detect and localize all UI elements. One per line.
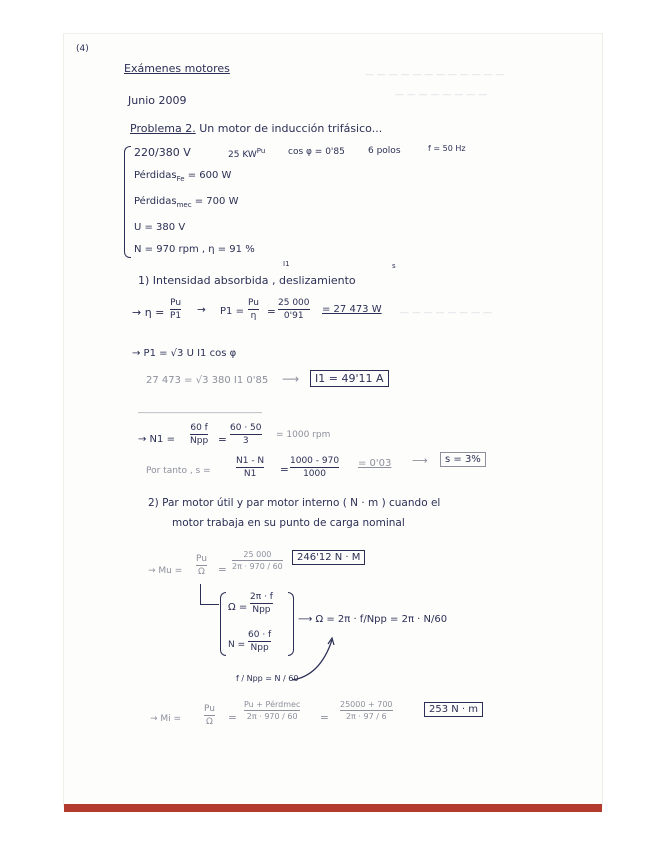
efficiency-fraction [170, 298, 181, 321]
slip-result: s = 3% [440, 452, 486, 467]
derivation-brace [220, 592, 226, 656]
fraction-bar [290, 467, 339, 468]
line-voltage: U = 380 V [134, 222, 186, 233]
frequency: f = 50 Hz [428, 144, 466, 153]
p1-den: η [250, 311, 257, 321]
n-num: 60 · f [248, 630, 272, 640]
mech-losses [134, 196, 238, 209]
slip-num-value: 1000 - 970 [290, 456, 340, 466]
internal-torque-eq: → Mi = [150, 714, 182, 724]
ns-den: Npp [190, 436, 209, 446]
section2-title-line1: 2) Par motor útil y par motor interno ( N · m ) cuando el [148, 497, 441, 509]
internal-torque-fraction [204, 704, 215, 727]
page-marker: (4) [76, 44, 89, 54]
mech-losses-sub: mec [176, 201, 192, 209]
mi-num-2: Pu + Pérdmec [244, 700, 301, 709]
fraction-bar [170, 309, 181, 310]
arrow: → [197, 304, 206, 316]
bleed-through: — — — — — — — — [395, 90, 488, 100]
bleed-through: — — — — — — — — [400, 308, 493, 318]
fraction-bar [196, 565, 207, 566]
sync-speed-fraction [190, 423, 208, 446]
problem-heading [130, 122, 382, 135]
section1-title: 1) Intensidad absorbida , deslizamiento [138, 274, 356, 287]
internal-torque-fraction-3 [340, 700, 393, 721]
sync-speed-fraction-value [230, 423, 262, 446]
power-factor: cos φ = 0'85 [288, 147, 345, 157]
page-edge [64, 804, 602, 812]
poles: 6 polos [368, 146, 401, 156]
p1-den-value: 0'91 [283, 311, 304, 321]
equals: = [320, 712, 329, 724]
iron-losses-sub: Fe [176, 175, 185, 183]
problem-label: Problema 2. [130, 122, 196, 135]
ns-num-value: 60 · 50 [230, 423, 262, 433]
omega-num: 2π · f [250, 592, 273, 602]
mi-den-2: 2π · 970 / 60 [246, 712, 298, 721]
mu-num-value: 25 000 [243, 550, 272, 559]
slip-fraction [236, 456, 264, 479]
derivation-connector [200, 584, 219, 605]
fraction-bar [190, 434, 208, 435]
p1-fraction-value [278, 298, 310, 321]
equals: = [267, 306, 276, 318]
current-mark: I1 [283, 260, 290, 268]
mi-den-3: 2π · 97 / 6 [345, 712, 387, 721]
p1-fraction [248, 298, 259, 321]
fraction-bar [244, 710, 300, 711]
slip-den-value: 1000 [303, 469, 326, 479]
sync-speed-result: = 1000 rpm [276, 430, 331, 440]
omega-final: ⟶ Ω = 2π · f/Npp = 2π · N/60 [298, 614, 448, 625]
mech-losses-label: Pérdidas [134, 196, 177, 207]
fraction-bar [278, 309, 310, 310]
sync-speed-eq: → N1 = [138, 434, 175, 445]
ns-num: 60 f [190, 423, 208, 433]
separator: _______________________________ [138, 404, 262, 413]
fraction-bar [250, 603, 273, 604]
useful-torque-eq: → Mu = [148, 566, 183, 576]
equals: = [218, 564, 227, 576]
p1-label: P1 = [220, 306, 244, 317]
eff-num: Pu [170, 298, 182, 308]
fraction-bar [248, 641, 271, 642]
data-brace [124, 146, 131, 258]
useful-torque-fraction [196, 554, 207, 577]
freq-ratio: f / Npp = N / 60 [236, 674, 299, 683]
page-heading: Exámenes motores [124, 62, 230, 75]
arrow: ⟶ [412, 454, 428, 467]
bleed-through: — — — — — — — — — — — — [365, 70, 505, 80]
problem-title: Un motor de inducción trifásico... [199, 122, 383, 135]
iron-losses [134, 170, 231, 183]
p1-num-value: 25 000 [278, 298, 310, 308]
iron-losses-value: = 600 W [187, 170, 232, 181]
p1-num: Pu [248, 298, 259, 308]
fraction-bar [340, 710, 393, 711]
current-result: I1 = 49'11 A [310, 370, 389, 387]
fraction-bar [204, 715, 215, 716]
speed-fraction [248, 630, 271, 653]
omega-fraction [250, 592, 273, 615]
slip-fraction-value [290, 456, 339, 479]
fraction-bar [232, 560, 283, 561]
ns-den-value: 3 [242, 436, 249, 446]
voltage: 220/380 V [134, 146, 191, 159]
internal-torque-fraction-2 [244, 700, 300, 721]
useful-torque-result: 246'12 N · M [292, 550, 365, 565]
internal-torque-result: 253 N · m [424, 702, 483, 717]
fraction-bar [230, 434, 262, 435]
slip-mark: s [392, 262, 396, 270]
omega-def: Ω = [228, 602, 248, 613]
equals: = [280, 464, 289, 476]
curved-arrow [290, 636, 336, 684]
rated-power-value: 25 KW [228, 150, 257, 160]
section2-title-line2: motor trabaja en su punto de carga nominal [172, 517, 405, 529]
exam-date: Junio 2009 [128, 94, 187, 107]
mech-losses-value: = 700 W [194, 196, 239, 207]
rated-power-note: Pu [256, 147, 266, 155]
slip-num: N1 - N [236, 456, 265, 466]
mi-num-3: 25000 + 700 [340, 700, 393, 709]
iron-losses-label: Pérdidas [134, 170, 177, 181]
useful-torque-fraction-value [232, 550, 283, 571]
current-calc: 27 473 = √3 380 I1 0'85 [146, 375, 269, 386]
mi-den: Ω [206, 717, 213, 727]
mi-num: Pu [204, 704, 215, 714]
p1-result: = 27 473 W [322, 304, 382, 315]
fraction-bar [248, 309, 259, 310]
equals: = [218, 434, 227, 446]
slip-den: N1 [243, 469, 257, 479]
n-den: Npp [250, 643, 269, 653]
slip-value: = 0'03 [358, 458, 392, 469]
speed-def: N = [228, 640, 246, 650]
equals: = [228, 712, 237, 724]
speed-efficiency: N = 970 rpm , η = 91 % [134, 244, 255, 255]
rated-power [228, 147, 265, 160]
mu-den-value: 2π · 970 / 60 [232, 562, 283, 571]
slip-eq: Por tanto , s = [146, 466, 211, 476]
power-formula: → P1 = √3 U I1 cos φ [132, 348, 237, 359]
mu-den: Ω [198, 567, 205, 577]
mu-num: Pu [196, 554, 207, 564]
omega-den: Npp [252, 605, 271, 615]
eff-den: P1 [170, 311, 182, 321]
efficiency-eq: → η = [132, 306, 165, 319]
arrow: ⟶ [282, 372, 300, 386]
fraction-bar [236, 467, 264, 468]
